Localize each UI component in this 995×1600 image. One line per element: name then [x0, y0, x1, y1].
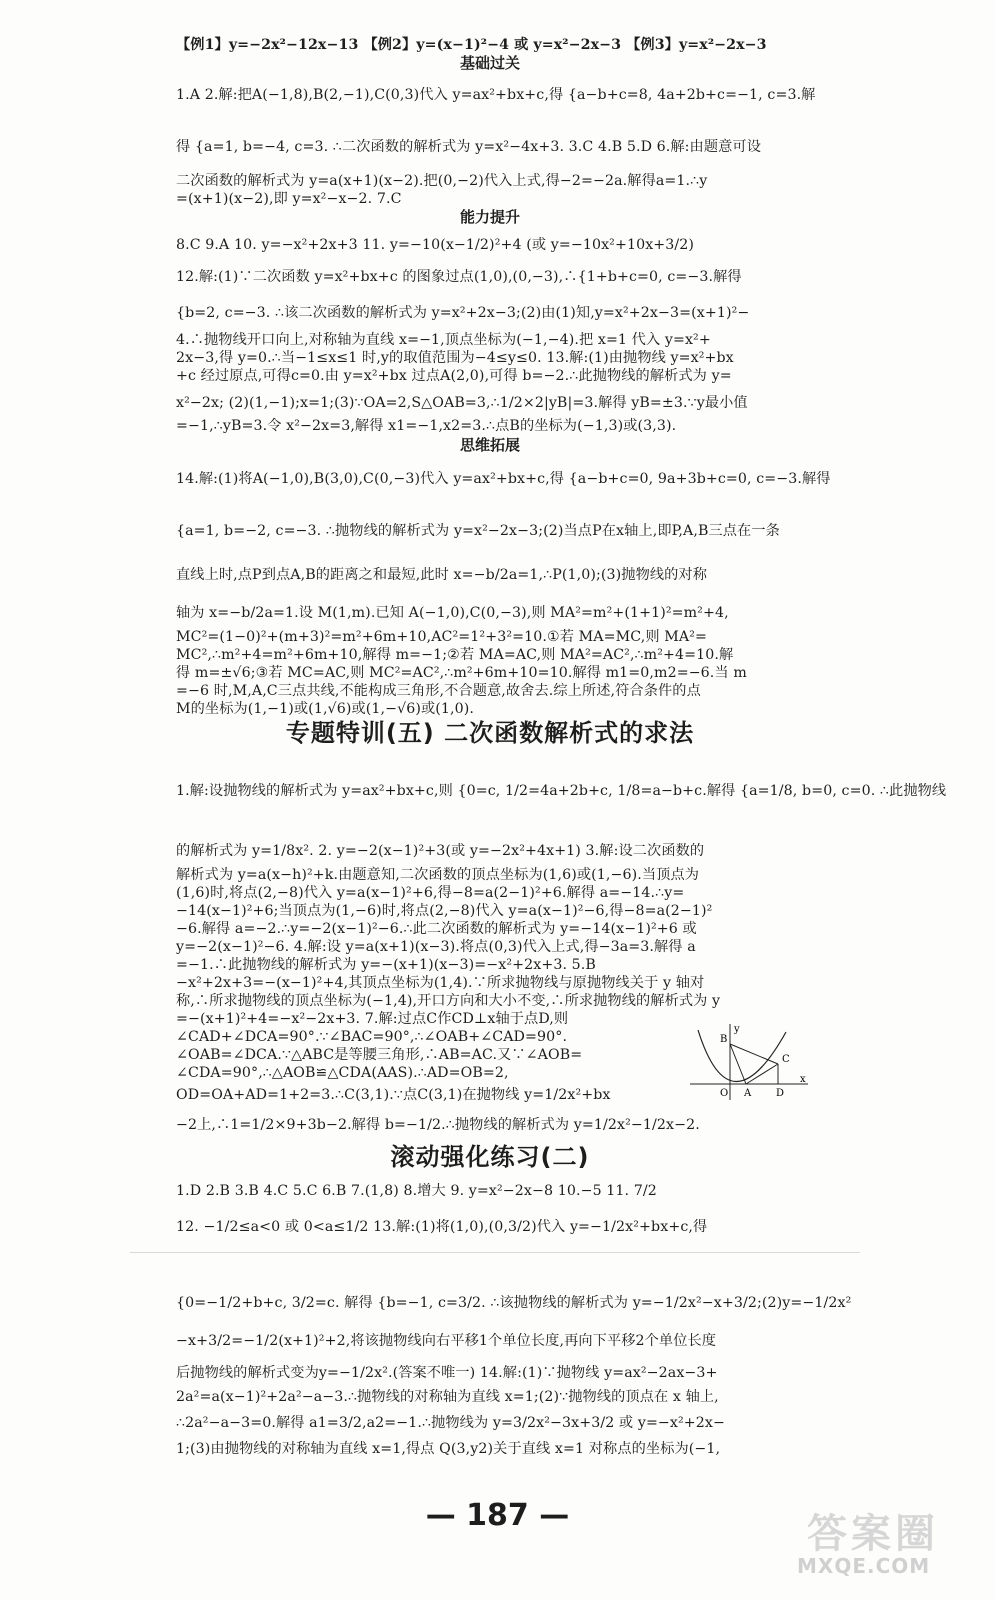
page-number: — 187 —: [425, 1498, 570, 1533]
text-line: 称,∴所求抛物线的顶点坐标为(−1,4),开口方向和大小不变,∴所求抛物线的解析式为 y: [176, 993, 721, 1009]
text-line: ∴2a²−a−3=0.解得 a1=3/2,a2=−1.∴抛物线为 y=3/2x²−3x+3/2 或 y=−x²+2x−: [176, 1415, 726, 1431]
text-line: MC²=(1−0)²+(m+3)²=m²+6m+10,AC²=1²+3²=10.①若 MA=MC,则 MA²=: [176, 629, 707, 645]
watermark-logo: [767, 1502, 977, 1582]
text-line: 1.A 2.解:把A(−1,8),B(2,−1),C(0,3)代入 y=ax²+bx+c,得 {a−b+c=8, 4a+2b+c=−1, c=3.解: [176, 87, 816, 103]
text-line: 1;(3)由抛物线的对称轴为直线 x=1,得点 Q(3,y2)关于直线 x=1 对称点的坐标为(−1,: [176, 1441, 721, 1457]
watermark-url: MXQE.COM: [797, 1554, 931, 1578]
text-line: +c 经过原点,可得c=0.由 y=x²+bx 过点A(2,0),可得 b=−2.∴此抛物线的解析式为 y=: [176, 368, 732, 384]
text-line: 得 m=±√6;③若 MC=AC,则 MC²=AC²,∴m²+6m+10=10.解得 m1=0,m2=−6.当 m: [176, 665, 747, 681]
text-line: OD=OA+AD=1+2=3.∴C(3,1).∵点C(3,1)在抛物线 y=1/2x²+bx: [176, 1087, 611, 1103]
text-line: −14(x−1)²+6;当顶点为(1,−6)时,将点(2,−8)代入 y=a(x−1)²−6,得−8=a(2−1)²: [176, 903, 713, 919]
text-line: 后抛物线的解析式变为y=−1/2x².(答案不唯一) 14.解:(1)∵抛物线 y=ax²−2ax−3+: [176, 1365, 718, 1381]
text-line: =−1.∴此抛物线的解析式为 y=−(x+1)(x−3)=−x²+2x+3. 5.B: [176, 957, 596, 973]
figure-label-c: C: [782, 1054, 790, 1065]
watermark-text: 答案圈: [807, 1511, 939, 1557]
text-line: y=−2(x−1)²−6. 4.解:设 y=a(x+1)(x−3).将点(0,3)代入上式,得−3a=3.解得 a: [176, 939, 696, 955]
text-line: =−(x+1)²+4=−x²−2x+3. 7.解:过点C作CD⊥x轴于点D,则: [176, 1011, 569, 1027]
text-line: −x²+2x+3=−(x−1)²+4,其顶点坐标为(1,4).∵所求抛物线与原抛物线关于 y 轴对: [176, 975, 705, 991]
text-line: 轴为 x=−b/2a=1.设 M(1,m).已知 A(−1,0),C(0,−3),则 MA²=m²+(1+1)²=m²+4,: [176, 605, 729, 621]
text-line: 二次函数的解析式为 y=a(x+1)(x−2).把(0,−2)代入上式,得−2=−2a.解得a=1.∴y: [176, 173, 708, 189]
text-line: 12. −1/2≤a<0 或 0<a≤1/2 13.解:(1)将(1,0),(0,3/2)代入 y=−1/2x²+bx+c,得: [176, 1219, 708, 1235]
text-line: ∠CDA=90°,∴△AOB≌△CDA(AAS).∴AD=OB=2,: [176, 1065, 509, 1081]
rolling-heading: 滚动强化练习(二): [390, 1143, 590, 1171]
divider-line: [130, 1252, 860, 1253]
text-line: 2x−3,得 y=0.∴当−1≤x≤1 时,y的取值范围为−4≤y≤0. 13.解:(1)由抛物线 y=x²+bx: [176, 350, 734, 366]
text-line: 4.∴抛物线开口向上,对称轴为直线 x=−1,顶点坐标为(−1,−4).把 x=1 代入 y=x²+: [176, 332, 711, 348]
topic-heading: 专题特训(五) 二次函数解析式的求法: [285, 719, 695, 747]
text-line: 14.解:(1)将A(−1,0),B(3,0),C(0,−3)代入 y=ax²+bx+c,得 {a−b+c=0, 9a+3b+c=0, c=−3.解得: [176, 471, 831, 487]
text-line: M的坐标为(1,−1)或(1,√6)或(1,−√6)或(1,0).: [176, 701, 475, 717]
text-line: 2a²=a(x−1)²+2a²−a−3.∴抛物线的对称轴为直线 x=1;(2)∵抛物线的顶点在 x 轴上,: [176, 1389, 719, 1405]
text-line: {0=−1/2+b+c, 3/2=c. 解得 {b=−1, c=3/2. ∴该抛物线的解析式为 y=−1/2x²−x+3/2;(2)y=−1/2x²: [176, 1295, 852, 1311]
text-line: ∠OAB=∠DCA.∵△ABC是等腰三角形,∴AB=AC.又∵∠AOB=: [176, 1047, 583, 1063]
text-line: =(x+1)(x−2),即 y=x²−x−2. 7.C: [176, 191, 402, 207]
figure-label-b: B: [720, 1034, 728, 1045]
text-line: −x+3/2=−1/2(x+1)²+2,将该抛物线向右平移1个单位长度,再向下平移2个单位长度: [176, 1333, 717, 1349]
text-line: {a=1, b=−2, c=−3. ∴抛物线的解析式为 y=x²−2x−3;(2)当点P在x轴上,即P,A,B三点在一条: [176, 523, 780, 539]
text-line: −2上,∴1=1/2×9+3b−2.解得 b=−1/2.∴抛物线的解析式为 y=1/2x²−1/2x−2.: [176, 1117, 700, 1133]
section-ability-title: 能力提升: [459, 208, 520, 226]
text-line: ∠CAD+∠DCA=90°.∵∠BAC=90°,∴∠OAB+∠CAD=90°.: [176, 1029, 568, 1045]
text-line: =−1,∴yB=3.令 x²−2x=3,解得 x1=−1,x2=3.∴点B的坐标为(−1,3)或(3,3).: [176, 418, 677, 434]
text-line: −6.解得 a=−2.∴y=−2(x−1)²−6.∴此二次函数的解析式为 y=−14(x−1)²+6 或: [176, 921, 697, 937]
text-line: 1.D 2.B 3.B 4.C 5.C 6.B 7.(1,8) 8.增大 9. y=x²−2x−8 10.−5 11. 7/2: [176, 1183, 657, 1199]
text-line: {b=2, c=−3. ∴该二次函数的解析式为 y=x²+2x−3;(2)由(1)知,y=x²+2x−3=(x+1)²−: [176, 305, 750, 321]
figure-label-d: D: [776, 1088, 785, 1099]
section-basic-title: 基础过关: [459, 54, 520, 72]
figure-label-o: O: [720, 1088, 729, 1099]
text-line: 的解析式为 y=1/8x². 2. y=−2(x−1)²+3(或 y=−2x²+4x+1) 3.解:设二次函数的: [176, 843, 705, 859]
text-line: 直线上时,点P到点A,B的距离之和最短,此时 x=−b/2a=1,∴P(1,0);(3)抛物线的对称: [176, 567, 708, 583]
text-line: 1.解:设抛物线的解析式为 y=ax²+bx+c,则 {0=c, 1/2=4a+2b+c, 1/8=a−b+c.解得 {a=1/8, b=0, c=0. ∴此抛物线: [176, 783, 947, 799]
section-thinking-title: 思维拓展: [459, 436, 520, 454]
examples-line: 【例1】y=−2x²−12x−13 【例2】y=(x−1)²−4 或 y=x²−2x−3 【例3】y=x²−2x−3: [176, 37, 767, 53]
figure-label-x: x: [800, 1074, 806, 1085]
parabola-figure: [690, 1022, 810, 1102]
figure-label-y: y: [734, 1024, 740, 1035]
text-line: (1,6)时,将点(2,−8)代入 y=a(x−1)²+6,得−8=a(2−1)²+6.解得 a=−14.∴y=: [176, 885, 685, 901]
figure-label-a: A: [744, 1088, 752, 1099]
text-line: MC²,∴m²+4=m²+6m+10,解得 m=−1;②若 MA=AC,则 MA²=AC²,∴m²+4=10.解: [176, 647, 734, 663]
text-line: 解析式为 y=a(x−h)²+k.由题意知,二次函数的顶点坐标为(1,6)或(1,−6).当顶点为: [176, 867, 700, 883]
text-line: 8.C 9.A 10. y=−x²+2x+3 11. y=−10(x−1/2)²+4 (或 y=−10x²+10x+3/2): [176, 237, 695, 253]
text-line: =−6 时,M,A,C三点共线,不能构成三角形,不合题意,故舍去.综上所述,符合条件的点: [176, 683, 701, 699]
text-line: 得 {a=1, b=−4, c=3. ∴二次函数的解析式为 y=x²−4x+3. 3.C 4.B 5.D 6.解:由题意可设: [176, 139, 761, 155]
text-line: x²−2x; (2)(1,−1);x=1;(3)∵OA=2,S△OAB=3,∴1/2×2|yB|=3.解得 yB=±3.∵y最小值: [176, 395, 748, 411]
text-line: 12.解:(1)∵二次函数 y=x²+bx+c 的图象过点(1,0),(0,−3),∴{1+b+c=0, c=−3.解得: [176, 269, 742, 285]
